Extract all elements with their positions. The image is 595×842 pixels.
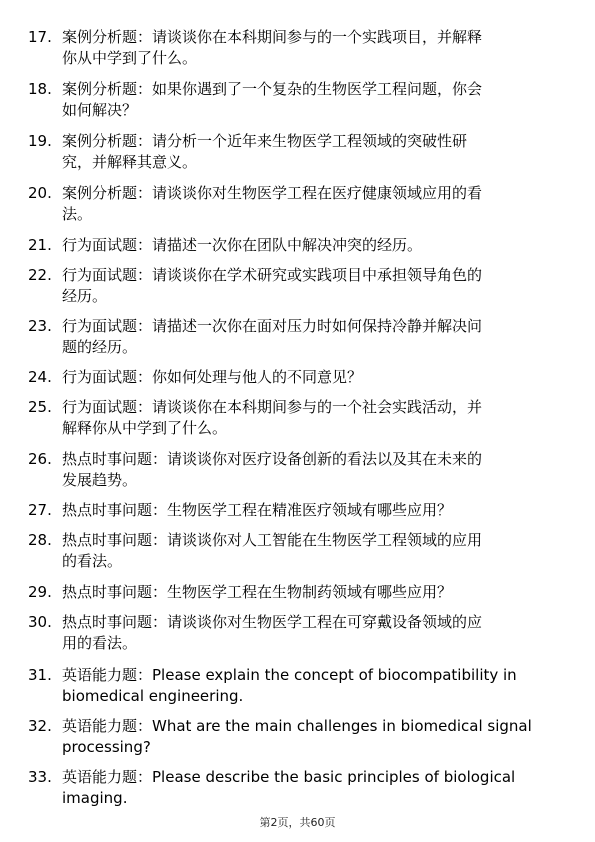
- question-text: 行为面试题：请描述一次你在面对压力时如何保持冷静并解决问 题的经历。: [62, 317, 483, 356]
- question-text: 行为面试题：请描述一次你在团队中解决冲突的经历。: [62, 236, 423, 254]
- question-number: 18.: [28, 80, 52, 98]
- question-number: 33.: [28, 768, 52, 786]
- question-text: 英语能力题：Please describe the basic principles of biological imaging.: [62, 768, 516, 807]
- question-number: 26.: [28, 450, 52, 468]
- question-number: 21.: [28, 236, 52, 254]
- question-text: 行为面试题：请谈谈你在学术研究或实践项目中承担领导角色的 经历。: [62, 266, 483, 305]
- question-number: 25.: [28, 398, 52, 416]
- question-text: 案例分析题：如果你遇到了一个复杂的生物医学工程问题，你会 如何解决？: [62, 80, 483, 119]
- question-number: 30.: [28, 613, 52, 631]
- question-text: 热点时事问题：请谈谈你对生物医学工程在可穿戴设备领域的应 用的看法。: [62, 613, 483, 652]
- question-text: 行为面试题：请谈谈你在本科期间参与的一个社会实践活动，并 解释你从中学到了什么。: [62, 398, 483, 437]
- question-number: 24.: [28, 368, 52, 386]
- question-number: 28.: [28, 531, 52, 549]
- question-text: 案例分析题：请分析一个近年来生物医学工程领域的突破性研 究，并解释其意义。: [62, 132, 468, 171]
- question-number: 19.: [28, 132, 52, 150]
- question-text: 热点时事问题：请谈谈你对医疗设备创新的看法以及其在未来的 发展趋势。: [62, 450, 483, 489]
- question-text: 热点时事问题：生物医学工程在生物制药领域有哪些应用？: [62, 583, 453, 601]
- question-text: 热点时事问题：请谈谈你对人工智能在生物医学工程领域的应用 的看法。: [62, 531, 483, 570]
- question-text: 行为面试题：你如何处理与他人的不同意见？: [62, 368, 363, 386]
- page-footer: 第2页，共60页: [259, 816, 336, 829]
- question-number: 17.: [28, 28, 52, 46]
- question-text: 热点时事问题：生物医学工程在精准医疗领域有哪些应用？: [62, 501, 453, 519]
- question-text: 英语能力题：Please explain the concept of biocompatibility in biomedical engineering.: [62, 666, 517, 705]
- question-text: 英语能力题：What are the main challenges in biomedical signal processing?: [62, 717, 532, 756]
- question-number: 27.: [28, 501, 52, 519]
- question-number: 22.: [28, 266, 52, 284]
- question-number: 31.: [28, 666, 52, 684]
- question-number: 29.: [28, 583, 52, 601]
- question-number: 23.: [28, 317, 52, 335]
- question-number: 20.: [28, 184, 52, 202]
- question-text: 案例分析题：请谈谈你对生物医学工程在医疗健康领域应用的看 法。: [62, 184, 483, 223]
- question-text: 案例分析题：请谈谈你在本科期间参与的一个实践项目，并解释 你从中学到了什么。: [62, 28, 483, 67]
- question-number: 32.: [28, 717, 52, 735]
